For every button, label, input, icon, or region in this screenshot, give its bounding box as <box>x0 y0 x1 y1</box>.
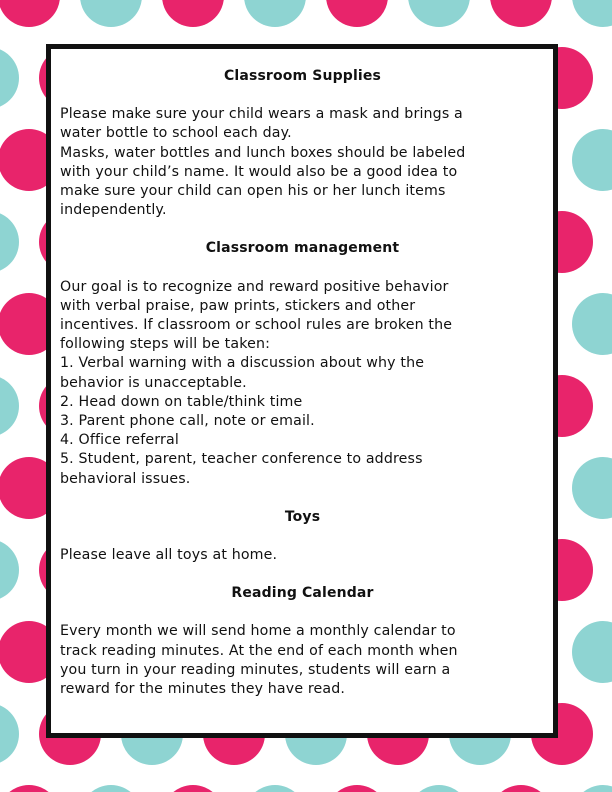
text-line: reward for the minutes they have read. <box>60 681 346 698</box>
section-body <box>60 546 545 565</box>
text-line: water bottle to school each day. <box>60 125 292 142</box>
polka-dot <box>244 0 306 27</box>
polka-dot <box>572 621 612 683</box>
text-line: with your child’s name. It would also be a good idea to <box>60 163 458 180</box>
info-sheet <box>46 44 558 738</box>
polka-dot <box>490 0 552 27</box>
text-line: Please leave all toys at home. <box>60 547 278 564</box>
polka-dot <box>326 0 388 27</box>
polka-dot <box>0 47 19 109</box>
section-heading: Reading Calendar <box>231 585 374 602</box>
text-line: track reading minutes. At the end of each month when <box>60 642 458 659</box>
text-line: 5. Student, parent, teacher conference to address <box>60 451 423 468</box>
polka-dot <box>80 785 142 792</box>
polka-dot <box>0 0 60 27</box>
text-line: Our goal is to recognize and reward positive behavior <box>60 278 449 295</box>
polka-dot <box>0 375 19 437</box>
polka-dot <box>572 785 612 792</box>
text-line: 1. Verbal warning with a discussion about why the <box>60 355 425 372</box>
text-line: 3. Parent phone call, note or email. <box>60 413 315 430</box>
polka-dot <box>408 0 470 27</box>
section-reading-calendar <box>60 584 545 699</box>
text-line: Every month we will send home a monthly calendar to <box>60 623 456 640</box>
polka-dot <box>572 457 612 519</box>
text-line: you turn in your reading minutes, students will earn a <box>60 661 451 678</box>
text-line: behavioral issues. <box>60 470 191 487</box>
section-classroom-supplies <box>60 67 545 220</box>
polka-dot <box>80 0 142 27</box>
section-body <box>60 105 545 220</box>
section-body <box>60 622 545 699</box>
polka-dot <box>572 293 612 355</box>
polka-dot <box>408 785 470 792</box>
text-line: incentives. If classroom or school rules are broken the <box>60 317 453 334</box>
polka-dot <box>162 785 224 792</box>
polka-dot <box>326 785 388 792</box>
section-classroom-management <box>60 239 545 488</box>
text-line: behavior is unacceptable. <box>60 374 247 391</box>
text-line: make sure your child can open his or her lunch items <box>60 183 446 200</box>
text-line: following steps will be taken: <box>60 336 271 353</box>
polka-dot <box>162 0 224 27</box>
section-heading: Classroom management <box>205 240 400 257</box>
text-line: 2. Head down on table/think time <box>60 393 303 410</box>
polka-dot <box>0 211 19 273</box>
section-body <box>60 278 545 489</box>
polka-dot <box>0 785 60 792</box>
section-heading: Toys <box>284 508 321 525</box>
polka-dot <box>572 0 612 27</box>
polka-dot <box>0 539 19 601</box>
text-line: 4. Office referral <box>60 432 179 449</box>
section-toys <box>60 508 545 565</box>
text-line: Masks, water bottles and lunch boxes should be labeled <box>60 144 466 161</box>
polka-dot <box>572 129 612 191</box>
text-line: with verbal praise, paw prints, stickers and other <box>60 297 416 314</box>
section-heading: Classroom Supplies <box>223 68 381 84</box>
text-line: independently. <box>60 202 167 219</box>
polka-dot <box>490 785 552 792</box>
polka-dot <box>244 785 306 792</box>
polka-dot <box>0 703 19 765</box>
text-line: Please make sure your child wears a mask and brings a <box>60 106 463 123</box>
